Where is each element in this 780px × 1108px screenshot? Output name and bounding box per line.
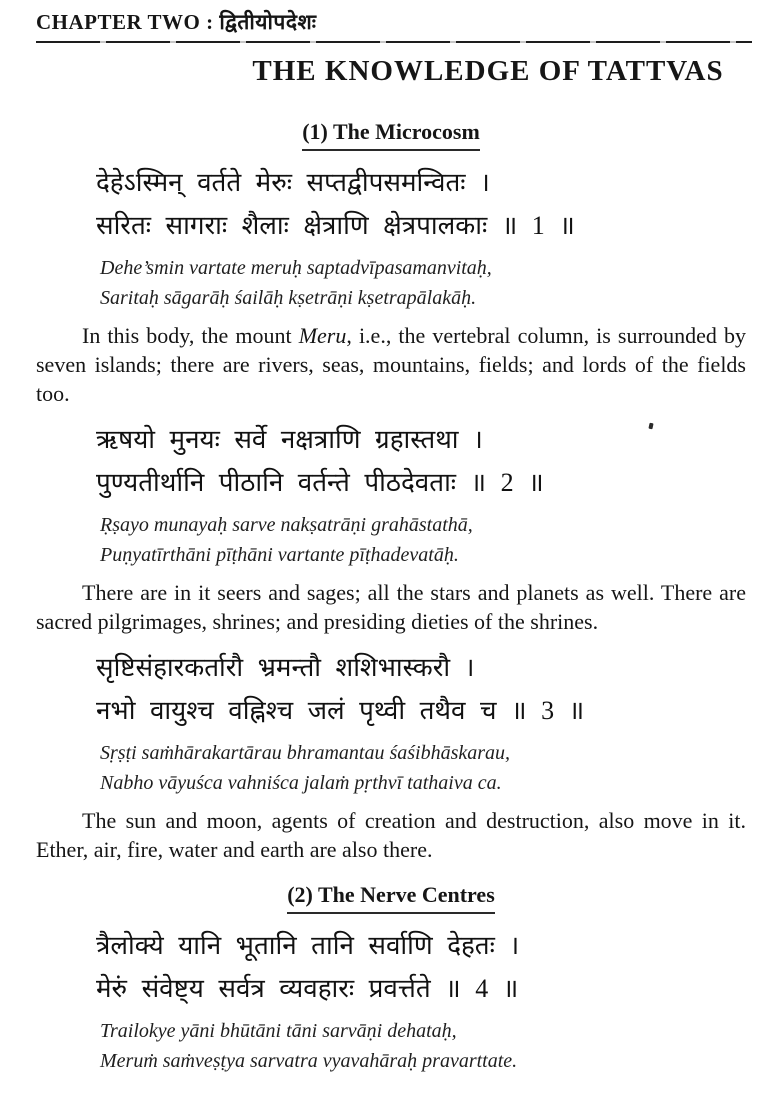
sanskrit-verse-1-line-1: देहेऽस्मिन् वर्तते मेरुः सप्तद्वीपसमन्वितः । bbox=[96, 168, 490, 197]
translation-verse-1-text-after: , i.e., the vertebral column, is surrounded by seven islands; there are rivers, seas, mountains, fields; and lords of the fields too. bbox=[36, 323, 746, 406]
section-1-heading-row bbox=[36, 117, 746, 151]
title-row bbox=[36, 53, 746, 89]
transliteration-verse-1-line-2: Saritaḥ sāgarāḥ śailāḥ kṣetrāṇi kṣetrapālakāḥ. bbox=[100, 287, 477, 309]
translation-verse-2: There are in it seers and sages; all the stars and planets as well. There are sacred pilgrimages, shrines; and presiding dieties of the shrines. bbox=[36, 580, 746, 634]
sanskrit-verse-4 bbox=[96, 924, 746, 1010]
translation-verse-1 bbox=[36, 321, 746, 408]
transliteration-verse-1 bbox=[100, 253, 746, 313]
sanskrit-verse-2-line-2: पुण्यतीर्थानि पीठानि वर्तन्ते पीठदेवताः ॥ 2 ॥ bbox=[96, 468, 544, 497]
transliteration-verse-2 bbox=[100, 510, 746, 570]
header-rule-divider bbox=[36, 41, 752, 43]
section-1-heading: (1) The Microcosm bbox=[302, 117, 480, 151]
italic-term-meru: Meru bbox=[298, 323, 347, 348]
section-2-heading: (2) The Nerve Centres bbox=[287, 880, 495, 914]
sanskrit-verse-3-line-2: नभो वायुश्च वह्निश्च जलं पृथ्वी तथैव च ॥ 3 ॥ bbox=[96, 696, 585, 725]
transliteration-verse-2-line-2: Puṇyatīrthāni pīṭhāni vartante pīṭhadevatāḥ. bbox=[100, 544, 459, 566]
transliteration-verse-3-line-2: Nabho vāyuśca vahniśca jalaṁ pṛthvī tathaiva ca. bbox=[100, 772, 502, 794]
sanskrit-verse-2 bbox=[96, 418, 746, 504]
transliteration-verse-2-line-1: Ṛṣayo munayaḥ sarve nakṣatrāṇi grahāstathā, bbox=[100, 514, 473, 536]
sanskrit-verse-2-line-1: ऋषयो मुनयः सर्वे नक्षत्राणि ग्रहास्तथा । bbox=[96, 425, 483, 454]
sanskrit-verse-3-line-1: सृष्टिसंहारकर्तारौ भ्रमन्तौ शशिभास्करौ । bbox=[96, 653, 475, 682]
transliteration-verse-3 bbox=[100, 738, 746, 798]
sanskrit-verse-1-line-2: सरितः सागराः शैलाः क्षेत्राणि क्षेत्रपालकाः ॥ 1 ॥ bbox=[96, 211, 575, 240]
transliteration-verse-4-line-2: Meruṁ saṁveṣṭya sarvatra vyavahāraḥ pravarttate. bbox=[100, 1050, 518, 1072]
transliteration-verse-1-line-1: Dehe’smin vartate meruḥ saptadvīpasamanvitaḥ, bbox=[100, 257, 492, 279]
translation-verse-1-text-before: In this body, the mount bbox=[82, 323, 299, 348]
page-title: THE KNOWLEDGE OF TATTVAS bbox=[252, 55, 724, 87]
sanskrit-verse-3 bbox=[96, 646, 746, 732]
section-2-heading-row bbox=[36, 880, 746, 914]
translation-verse-3: The sun and moon, agents of creation and destruction, also move in it. Ether, air, fire, water and earth are also there. bbox=[36, 808, 746, 862]
transliteration-verse-3-line-1: Sṛṣṭi saṁhārakartārau bhramantau śaśibhāskarau, bbox=[100, 742, 511, 764]
chapter-header: CHAPTER TWO : द्वितीयोपदेशः bbox=[36, 10, 317, 34]
sanskrit-verse-1 bbox=[96, 161, 746, 247]
sanskrit-verse-4-line-2: मेरुं संवेष्ट्य सर्वत्र व्यवहारः प्रवर्त्तते ॥ 4 ॥ bbox=[96, 974, 519, 1003]
sanskrit-verse-4-line-1: त्रैलोक्ये यानि भूतानि तानि सर्वाणि देहतः । bbox=[96, 931, 520, 960]
transliteration-verse-4 bbox=[100, 1016, 746, 1076]
transliteration-verse-4-line-1: Trailokye yāni bhūtāni tāni sarvāṇi dehataḥ, bbox=[100, 1020, 457, 1042]
